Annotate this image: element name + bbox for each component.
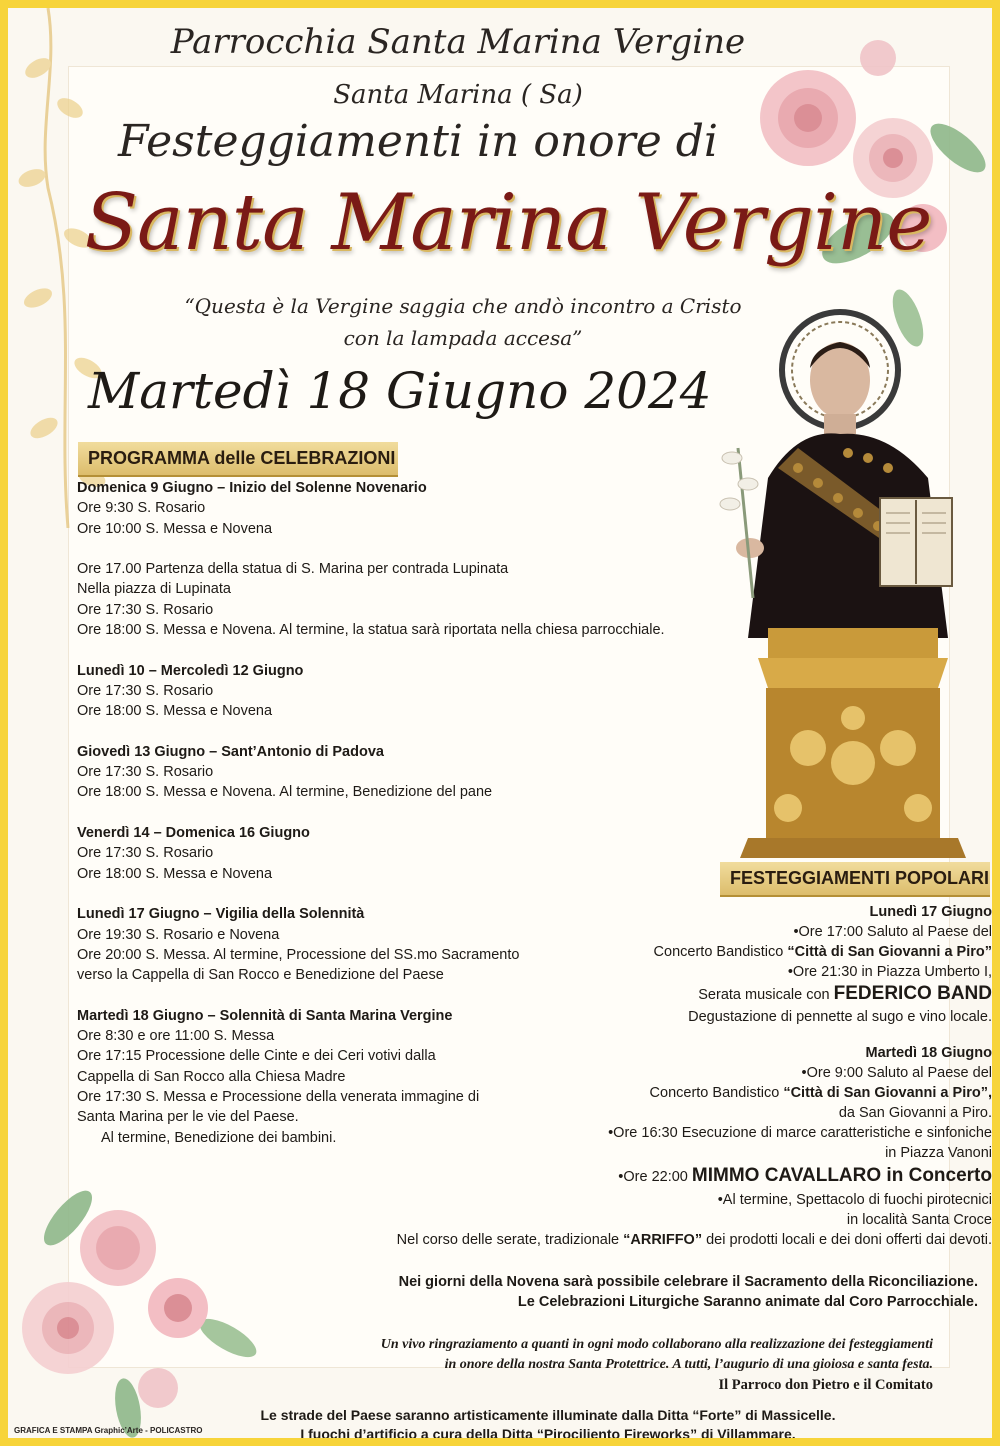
popular-text: Nel corso delle serate, tradizionale bbox=[396, 1232, 624, 1248]
program-line: Ore 17:30 S. Rosario bbox=[77, 764, 214, 781]
town-name: Santa Marina ( Sa) bbox=[333, 80, 583, 110]
program-line: Ore 17:30 S. Rosario bbox=[77, 601, 214, 618]
popular-line: in località Santa Croce bbox=[846, 1212, 992, 1228]
footer bbox=[148, 1406, 948, 1438]
notice-line: Nei giorni della Novena sarà possibile celebrare il Sacramento della Riconciliazione. bbox=[398, 1274, 978, 1290]
popular-line bbox=[328, 942, 992, 962]
popular-list bbox=[328, 902, 992, 1250]
program-line: Santa Marina per le vie del Paese. bbox=[77, 1109, 299, 1126]
program-heading: Martedì 18 Giugno – Solennità di Santa Marina Vergine bbox=[77, 1007, 453, 1024]
popular-text: Concerto Bandistico bbox=[649, 1085, 784, 1101]
popular-line bbox=[328, 1163, 992, 1190]
notice-line: Le Celebrazioni Liturgiche Saranno animate dal Coro Parrocchiale. bbox=[517, 1294, 978, 1310]
performer-name: MIMMO CAVALLARO in Concerto bbox=[691, 1165, 992, 1186]
footer-line: Le strade del Paese saranno artisticamente illuminate dalla Ditta “Forte” di Massicelle. bbox=[260, 1407, 836, 1423]
popular-day-heading: Lunedì 17 Giugno bbox=[869, 904, 992, 920]
program-line: Ore 9:30 S. Rosario bbox=[77, 500, 206, 517]
performer-name: FEDERICO BAND bbox=[833, 983, 992, 1004]
program-block bbox=[77, 478, 717, 539]
program-line: Ore 19:30 S. Rosario e Novena bbox=[77, 926, 280, 943]
popular-text: dei prodotti locali e dei doni offerti dai devoti. bbox=[702, 1232, 992, 1248]
program-line: Ore 17:30 S. Rosario bbox=[77, 682, 214, 699]
program-line: Ore 18:00 S. Messa e Novena. Al termine, la statua sarà riportata nella chiesa parrocchiale. bbox=[77, 622, 665, 639]
poster bbox=[8, 8, 992, 1438]
thanks-message bbox=[8, 1335, 933, 1395]
program-heading: Lunedì 10 – Mercoledì 12 Giugno bbox=[77, 662, 304, 679]
popular-line: •Ore 16:30 Esecuzione di marce caratteristiche e sinfoniche bbox=[608, 1125, 992, 1141]
popular-line bbox=[328, 1083, 992, 1103]
parish-name: Parrocchia Santa Marina Vergine bbox=[170, 22, 746, 62]
popular-line: •Ore 21:30 in Piazza Umberto I, bbox=[787, 964, 992, 980]
printer-credit: GRAFICA E STAMPA Graphic’Arte - POLICASTRO bbox=[14, 1426, 203, 1435]
program-heading: Giovedì 13 Giugno – Sant’Antonio di Padova bbox=[77, 743, 384, 760]
program-line: Ore 18:00 S. Messa e Novena bbox=[77, 703, 273, 720]
popular-line: da San Giovanni a Piro. bbox=[838, 1105, 992, 1121]
quote bbox=[8, 290, 918, 354]
program-line: verso la Cappella di San Rocco e Benedizione del Paese bbox=[77, 967, 444, 984]
program-line: Ore 10:00 S. Messa e Novena bbox=[77, 520, 273, 537]
popular-text: Serata musicale con bbox=[698, 987, 834, 1003]
arriffo-label: “ARRIFFO” bbox=[623, 1232, 703, 1248]
signature: Il Parroco don Pietro e il Comitato bbox=[718, 1377, 933, 1393]
footer-line: I fuochi d’artificio a cura della Ditta “Pirociliento Fireworks” di Villammare. bbox=[300, 1426, 796, 1438]
saint-title: Santa Marina Vergine bbox=[84, 178, 932, 268]
popular-line: •Ore 17:00 Saluto al Paese del bbox=[793, 924, 992, 940]
quote-line-2: con la lampada accesa” bbox=[343, 326, 583, 350]
thanks-line: in onore della nostra Santa Protettrice. A tutti, l’augurio di una gioiosa e santa festa. bbox=[444, 1357, 933, 1372]
popular-day-heading: Martedì 18 Giugno bbox=[865, 1045, 992, 1061]
program-heading: Lunedì 17 Giugno – Vigilia della Solennità bbox=[77, 906, 365, 923]
program-block bbox=[77, 559, 717, 640]
program-block bbox=[77, 742, 717, 803]
event-date: Martedì 18 Giugno 2024 bbox=[88, 362, 712, 420]
program-line: Ore 17:30 S. Messa e Processione della venerata immagine di bbox=[77, 1088, 480, 1105]
program-heading: Venerdì 14 – Domenica 16 Giugno bbox=[77, 825, 310, 842]
popular-line bbox=[328, 982, 992, 1007]
program-line: Cappella di San Rocco alla Chiesa Madre bbox=[77, 1068, 346, 1085]
program-line: Nella piazza di Lupinata bbox=[77, 581, 231, 598]
program-line: Al termine, Benedizione dei bambini. bbox=[101, 1129, 337, 1146]
band-name: “Città di San Giovanni a Piro” bbox=[787, 944, 992, 960]
popular-text: Concerto Bandistico bbox=[653, 944, 788, 960]
notices bbox=[8, 1272, 992, 1312]
festivities-heading: Festeggiamenti in onore di bbox=[118, 116, 718, 167]
popular-line: Degustazione di pennette al sugo e vino locale. bbox=[688, 1009, 992, 1025]
popular-line: •Al termine, Spettacolo di fuochi pirotecnici bbox=[717, 1192, 992, 1208]
band-name: “Città di San Giovanni a Piro”, bbox=[783, 1085, 992, 1101]
program-block bbox=[77, 661, 717, 722]
popular-line: •Ore 9:00 Saluto al Paese del bbox=[801, 1065, 992, 1081]
program-line: Ore 17:15 Processione delle Cinte e dei Ceri votivi dalla bbox=[77, 1048, 436, 1065]
program-line: Ore 18:00 S. Messa e Novena. Al termine, Benedizione del pane bbox=[77, 784, 493, 801]
program-line: Ore 8:30 e ore 11:00 S. Messa bbox=[77, 1028, 275, 1045]
program-heading: Domenica 9 Giugno – Inizio del Solenne Novenario bbox=[77, 480, 427, 496]
program-block bbox=[77, 823, 717, 884]
program-line: Ore 18:00 S. Messa e Novena bbox=[77, 865, 273, 882]
popular-text: •Ore 22:00 bbox=[618, 1169, 692, 1185]
popular-line: in Piazza Vanoni bbox=[885, 1145, 992, 1161]
program-line: Ore 20:00 S. Messa. Al termine, Processione del SS.mo Sacramento bbox=[77, 946, 520, 963]
quote-line-1: “Questa è la Vergine saggia che andò incontro a Cristo bbox=[184, 294, 742, 318]
program-banner: PROGRAMMA delle CELEBRAZIONI bbox=[78, 442, 398, 477]
program-line: Ore 17:30 S. Rosario bbox=[77, 845, 214, 862]
spacer bbox=[328, 1027, 992, 1043]
program-line: Ore 17.00 Partenza della statua di S. Marina per contrada Lupinata bbox=[77, 561, 509, 578]
thanks-line: Un vivo ringraziamento a quanti in ogni modo collaborano alla realizzazione dei festeggiamenti bbox=[380, 1337, 933, 1352]
popular-banner: FESTEGGIAMENTI POPOLARI bbox=[720, 862, 990, 897]
popular-line bbox=[328, 1230, 992, 1250]
